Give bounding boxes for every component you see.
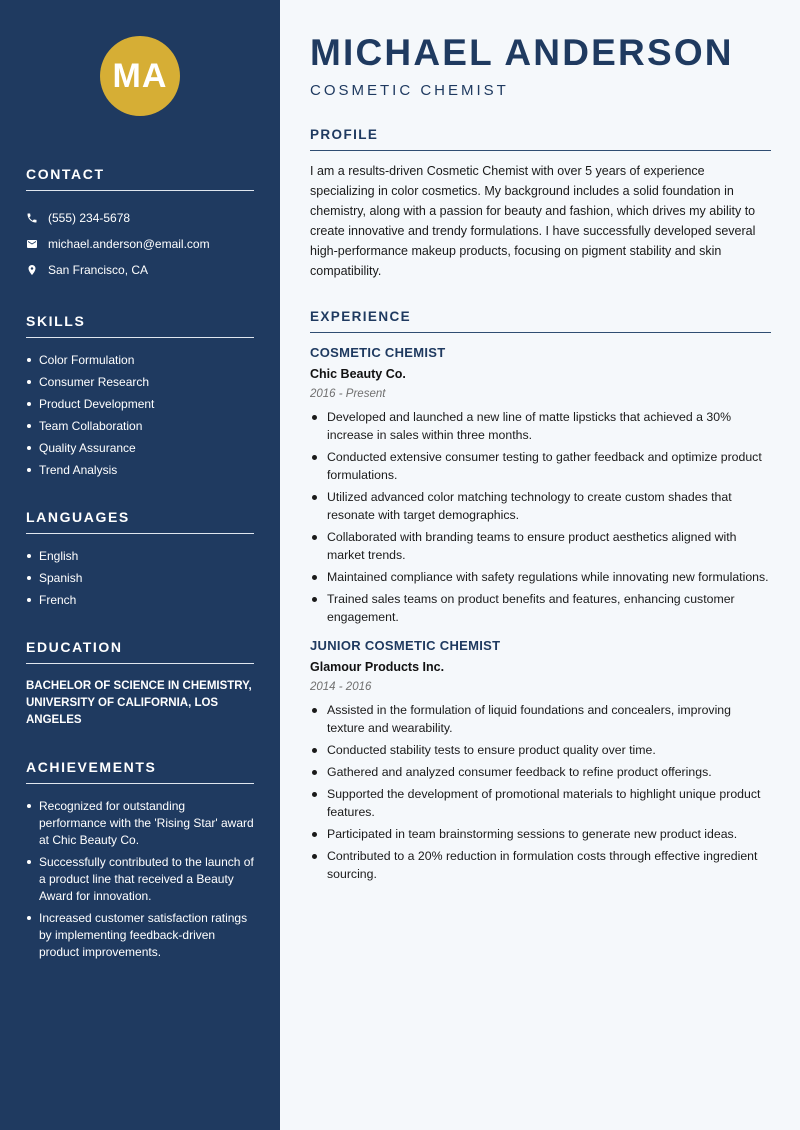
contact-phone bbox=[26, 205, 254, 231]
profile-section bbox=[310, 127, 771, 281]
education-degree: BACHELOR OF SCIENCE IN CHEMISTRY, UNIVERSITY OF CALIFORNIA, LOS ANGELES bbox=[26, 680, 252, 726]
languages-section bbox=[26, 509, 254, 609]
job-bullet: Gathered and analyzed consumer feedback to refine product offerings. bbox=[310, 763, 771, 781]
envelope-icon bbox=[26, 238, 38, 250]
education-section bbox=[26, 639, 254, 729]
experience-heading: EXPERIENCE bbox=[310, 309, 771, 333]
location-pin-icon bbox=[26, 264, 38, 276]
job-dates: 2016 - Present bbox=[310, 388, 386, 400]
achievements-heading: ACHIEVEMENTS bbox=[26, 759, 254, 784]
achievements-section bbox=[26, 759, 254, 961]
job-bullet: Conducted extensive consumer testing to gather feedback and optimize product formulations. bbox=[310, 448, 771, 484]
skills-heading: SKILLS bbox=[26, 313, 254, 338]
job-title: COSMETIC CHEMIST bbox=[310, 345, 446, 360]
languages-heading: LANGUAGES bbox=[26, 509, 254, 534]
job-title: JUNIOR COSMETIC CHEMIST bbox=[310, 638, 501, 653]
job-company: Chic Beauty Co. bbox=[310, 367, 406, 381]
job-bullet: Contributed to a 20% reduction in formulation costs through effective ingredient sourcing. bbox=[310, 847, 771, 883]
job-bullet: Utilized advanced color matching technology to create custom shades that resonate with target demographics. bbox=[310, 488, 771, 524]
contact-heading: CONTACT bbox=[26, 166, 254, 191]
phone-icon bbox=[26, 212, 38, 224]
profile-heading: PROFILE bbox=[310, 127, 771, 151]
sidebar bbox=[0, 0, 280, 1130]
avatar: MA bbox=[100, 36, 180, 116]
language-item: English bbox=[26, 548, 254, 565]
skill-item: Color Formulation bbox=[26, 352, 254, 369]
profile-text: I am a results-driven Cosmetic Chemist with over 5 years of experience specializing in color cosmetics. My background includes a solid foundation in chemistry, along with a passion for beauty and fashion, which drives my ability to create innovative and trendy formulations. I have successfully developed several high-performance makeup products, focusing on pigment stability and skin compatibility. bbox=[310, 164, 756, 278]
job-bullet: Collaborated with branding teams to ensure product aesthetics aligned with market trends. bbox=[310, 528, 771, 564]
skill-item: Team Collaboration bbox=[26, 418, 254, 435]
job-bullet: Developed and launched a new line of matte lipsticks that achieved a 30% increase in sales within three months. bbox=[310, 408, 771, 444]
phone-text: (555) 234-5678 bbox=[48, 211, 131, 225]
achievement-item: Recognized for outstanding performance with the 'Rising Star' award at Chic Beauty Co. bbox=[26, 798, 254, 849]
contact-email bbox=[26, 231, 254, 257]
skills-list bbox=[26, 352, 254, 479]
language-item: Spanish bbox=[26, 570, 254, 587]
job-bullets bbox=[310, 408, 771, 626]
job-bullet: Trained sales teams on product benefits and features, enhancing customer engagement. bbox=[310, 590, 771, 626]
achievement-item: Increased customer satisfaction ratings by implementing feedback-driven product improvements. bbox=[26, 910, 254, 961]
job-entry bbox=[310, 345, 771, 626]
main-content bbox=[310, 0, 771, 887]
achievement-item: Successfully contributed to the launch of a product line that received a Beauty Award for innovation. bbox=[26, 854, 254, 905]
job-bullet: Maintained compliance with safety regulations while innovating new formulations. bbox=[310, 568, 771, 586]
contact-location bbox=[26, 257, 254, 283]
contact-section bbox=[26, 166, 254, 283]
skill-item: Product Development bbox=[26, 396, 254, 413]
language-item: French bbox=[26, 592, 254, 609]
skill-item: Consumer Research bbox=[26, 374, 254, 391]
job-bullet: Conducted stability tests to ensure product quality over time. bbox=[310, 741, 771, 759]
candidate-role: COSMETIC CHEMIST bbox=[310, 82, 509, 99]
skill-item: Quality Assurance bbox=[26, 440, 254, 457]
job-bullet: Assisted in the formulation of liquid foundations and concealers, improving texture and wearability. bbox=[310, 701, 771, 737]
job-bullet: Supported the development of promotional materials to highlight unique product features. bbox=[310, 785, 771, 821]
job-dates: 2014 - 2016 bbox=[310, 681, 372, 693]
job-company: Glamour Products Inc. bbox=[310, 660, 445, 674]
experience-section bbox=[310, 309, 771, 883]
job-entry bbox=[310, 638, 771, 883]
job-bullet: Participated in team brainstorming sessions to generate new product ideas. bbox=[310, 825, 771, 843]
location-text: San Francisco, CA bbox=[48, 263, 149, 277]
languages-list bbox=[26, 548, 254, 609]
education-heading: EDUCATION bbox=[26, 639, 254, 664]
email-link[interactable]: michael.anderson@email.com bbox=[48, 237, 210, 251]
skills-section bbox=[26, 313, 254, 479]
achievements-list bbox=[26, 798, 254, 961]
job-bullets bbox=[310, 701, 771, 883]
candidate-name: MICHAEL ANDERSON bbox=[310, 32, 734, 73]
skill-item: Trend Analysis bbox=[26, 462, 254, 479]
